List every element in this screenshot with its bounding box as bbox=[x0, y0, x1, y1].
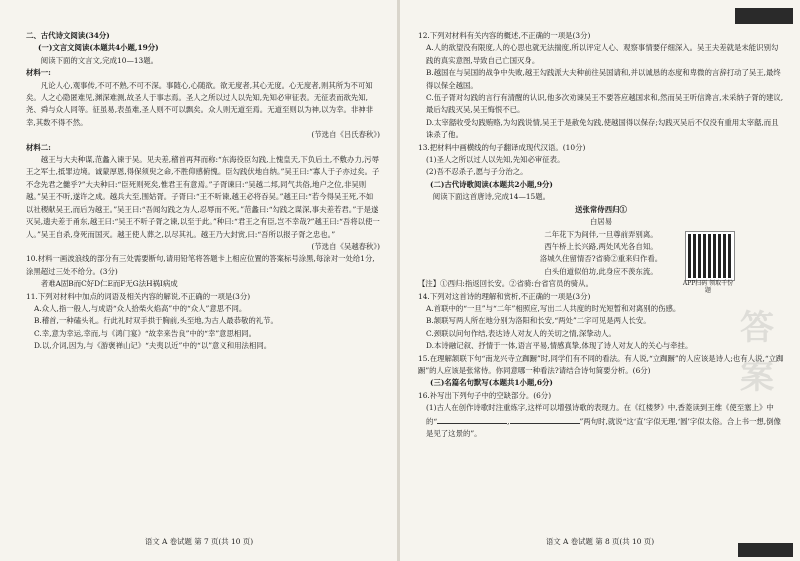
registration-mark bbox=[735, 8, 793, 24]
material-two-source: (节选自《吴越春秋》) bbox=[311, 241, 380, 251]
material-one-label: 材料一: bbox=[26, 68, 51, 78]
poem-line: 西午桥上长兴路,两处风光各自知。 bbox=[544, 241, 658, 251]
left-column bbox=[26, 30, 380, 353]
subsection-title: (一)文言文阅读(本题共4小题,19分) bbox=[38, 43, 159, 53]
question-13-part-2: (2)吾不忍杀子,愿与子分治之。 bbox=[426, 167, 528, 177]
question-13: 13.把材料中画横线的句子翻译成现代汉语。(10分) bbox=[418, 142, 586, 152]
left-page-footer: 语文 A 卷试题 第 7 页(共 10 页) bbox=[144, 537, 254, 546]
question-16-part-1: (1)古人在创作诗歌时注重炼字,这样可以增强诗歌的表现力。在《红楼梦》中,香菱读到王维《使至塞上》中的“ , ”两句时,就说“这‘直’字似无理,‘圆’字似太俗。合上书一想,倒像是见了这景的”。 bbox=[426, 403, 781, 438]
question-16-part-1-tail: ”两句时,就说“这‘直’字似无理,‘圆’字似太俗。合上书一想,倒像是见了这景的”。 bbox=[426, 416, 781, 438]
right-page bbox=[400, 0, 800, 561]
question-14-option-a: A.首联中的“一旦”与“二年”相照应,写出二人共度的时光短暂和对离别的伤感。 bbox=[426, 303, 681, 313]
question-14-option-b: B.颔联写两人所在地分别为洛阳和长安,“两处”二字可见是两人长安。 bbox=[426, 316, 651, 326]
question-12-option-d: D.太宰嚭收受勾践贿赂,为勾践说情,吴王于是赦免勾践,使越国得以保存;勾践灭吴后不仅没有重用太宰嚭,而且诛杀了他。 bbox=[426, 117, 779, 140]
material-two-text: 越王与大夫种谋,范蠡入谏于吴。见夫差,稽首再拜而称:“东海役臣勾践,上愧皇天,下负后土,不敷办力,污辱王之军士,抵罪边境。诚蒙厚恩,得保须臾之命,不胜仰感俯愧。臣勾践伏地自纳。”吴王曰:“寡人于子亦过矣。子不念先君之雠乎?”大夫种曰:“臣死则死矣,惟君王有意焉。”子胥谏曰:“吴越二邦,同气共俗,地户之位,非吴则越。”吴王不听,遂许之成。越兵大至,围姑胥。子胥曰:“王不听谏,越王必将吞吴。”越王曰:“若今得吴王死,不如以社稷献吴王,而后为越王。”吴王曰:“吾闻勾践之为人,忍辱而不死。”范蠡曰:“勾践之谋深,事夫差若君。”于是遂灭吴,遗夫差于甬东,越王曰:“吴王不听子胥之谏,以至于此。”种曰:“君王之有臣,岂不幸哉?”越王曰:“吾将以使一人。”吴王自杀,身死而国灭。越王使人葬之,以尽其礼。越王乃大封赏,曰:“吾所以报子胥之忠也。” bbox=[26, 155, 380, 239]
poetry-instructions: 阅读下面这首唐诗,完成14—15题。 bbox=[432, 192, 551, 202]
answer-blank[interactable] bbox=[437, 415, 507, 424]
registration-mark bbox=[738, 543, 793, 557]
poem-note: 【注】①西归:指返回长安。②省骑:台省官员的骑从。 bbox=[418, 279, 593, 289]
material-one-text: 凡论人心,观事传,不可不熟,不可不深。事随心,心随欲。欲无度者,其心无度。心无度者,则其所为不可知矣。人之心隐匿难见,渊深难测,故圣人于事志焉。圣人之所以过人以先知,先知必审征表。无征表而欲先知,尧、舜与众人同等。征虽易,表虽难,圣人则不可以飘矣。众人则无道至焉。无道至则以为神,以为幸。非神非幸,其数不得不然。 bbox=[26, 80, 374, 127]
question-11-option-b: B.稽首,一种磕头礼。行此礼时双手拱于胸前,头至地,为古人最恭敬的礼节。 bbox=[34, 316, 278, 326]
question-14-option-d: D.本诗融记叙、抒情于一体,语言平易,情感真挚,体现了诗人对友人的关心与牵挂。 bbox=[426, 341, 693, 351]
poem-title: 送张常侍西归① bbox=[575, 204, 627, 214]
question-10: 10.材料一画波浪线的部分有三处需要断句,请用铅笔将答题卡上相应位置的答案标号涂黑,每涂对一处给1分,涂黑超过三处不给分。(3分) bbox=[26, 254, 375, 276]
subsection-title-dictation: (三)名篇名句默写(本题共1小题,6分) bbox=[430, 378, 553, 388]
poem-line: 洛城久住留情否?省骑②重来归作看。 bbox=[539, 254, 663, 264]
instructions: 阅读下面的文言文,完成10—13题。 bbox=[40, 55, 159, 65]
subsection-title-poetry: (二)古代诗歌阅读(本题共2小题,9分) bbox=[430, 179, 553, 189]
question-13-part-1: (1)圣人之所以过人以先知,先知必审征表。 bbox=[426, 155, 565, 165]
question-11-option-c: C.幸,意为幸运,幸而,与《鸿门宴》“故幸来告良”中的“幸”意思相同。 bbox=[34, 328, 257, 338]
question-12: 12.下列对材料有关内容的概述,不正确的一项是(3分) bbox=[418, 31, 591, 40]
question-16: 16.补写出下列句子中的空缺部分。(6分) bbox=[418, 390, 552, 400]
question-14: 14.下列对这首诗的理解和赏析,不正确的一项是(3分) bbox=[418, 291, 591, 301]
question-14-option-c: C.颈联以问句作结,表达诗人对友人的关切之情,深挚动人。 bbox=[426, 328, 616, 338]
material-one-source: (节选自《吕氏春秋》) bbox=[311, 130, 380, 140]
question-12-option-a: A.人的欲望没有限度,人的心思也就无法揣度,所以评定人心、观察事情要仔细深入。吴王夫差就是未能识别勾践的真实意图,导致自己亡国灭身。 bbox=[426, 43, 779, 65]
watermark: 答案 bbox=[740, 308, 776, 397]
answer-blank[interactable] bbox=[510, 415, 580, 424]
question-11-option-a: A.众人,指一般人,与成语“众人拾柴火焰高”中的“众人”意思不同。 bbox=[34, 303, 247, 313]
question-11: 11.下列对材料中加点的词语及相关内容的解说,不正确的一项是(3分) bbox=[26, 291, 251, 301]
qr-code[interactable] bbox=[686, 232, 734, 280]
question-11-option-d: D.以,介词,因为,与《游褒禅山记》“夫夷以近”中的“以”意义和用法相同。 bbox=[34, 341, 272, 351]
poem-line: 二年花下为间伴,一旦尊前弄别离。 bbox=[544, 229, 658, 239]
qr-caption: APP扫码 领取千份题 bbox=[682, 280, 734, 294]
left-page bbox=[0, 0, 398, 561]
question-10-sequence: 者难A固B而C好D仁E而F无G法H祸I病成 bbox=[40, 279, 178, 289]
question-15: 15.在理解颔联下句“南龙兴寺立踟蹰”时,同学们有不同的看法。有人说,“立踟蹰”的人应该是诗人;也有人说,“立踟蹰”的人应该是张常侍。你同意哪一种看法?请结合诗句简要分析。(6分) bbox=[418, 353, 784, 375]
question-12-option-c: C.伍子胥对勾践的言行有清醒的认识,他多次劝谏吴王不要答应越国求和,然而吴王听信谗言,未采纳子胥的建议,最后勾践灭吴,吴王悔恨不已。 bbox=[426, 93, 784, 115]
poem-line: 白头伯道似伯坊,此身应不羡东流。 bbox=[544, 266, 658, 276]
right-page-footer: 语文 A 卷试题 第 8 页(共 10 页) bbox=[545, 537, 655, 546]
question-16-part-1-lead: (1)古人在创作诗歌时注重炼字,这样可以增强诗歌的表现力。在《红楼梦》中,香菱读到王维《使至塞上》中的“ bbox=[426, 403, 774, 426]
material-two-label: 材料二: bbox=[26, 142, 51, 152]
section-title: 二、古代诗文阅读(34分) bbox=[26, 31, 110, 40]
question-12-option-b: B.越国在与吴国的战争中失败,越王勾践派大夫种前往吴国请和,并以诚恳的态度和卑微的言辞打动了吴王,最终得以保全越国。 bbox=[426, 68, 781, 90]
poem-author: 白居易 bbox=[589, 217, 613, 227]
